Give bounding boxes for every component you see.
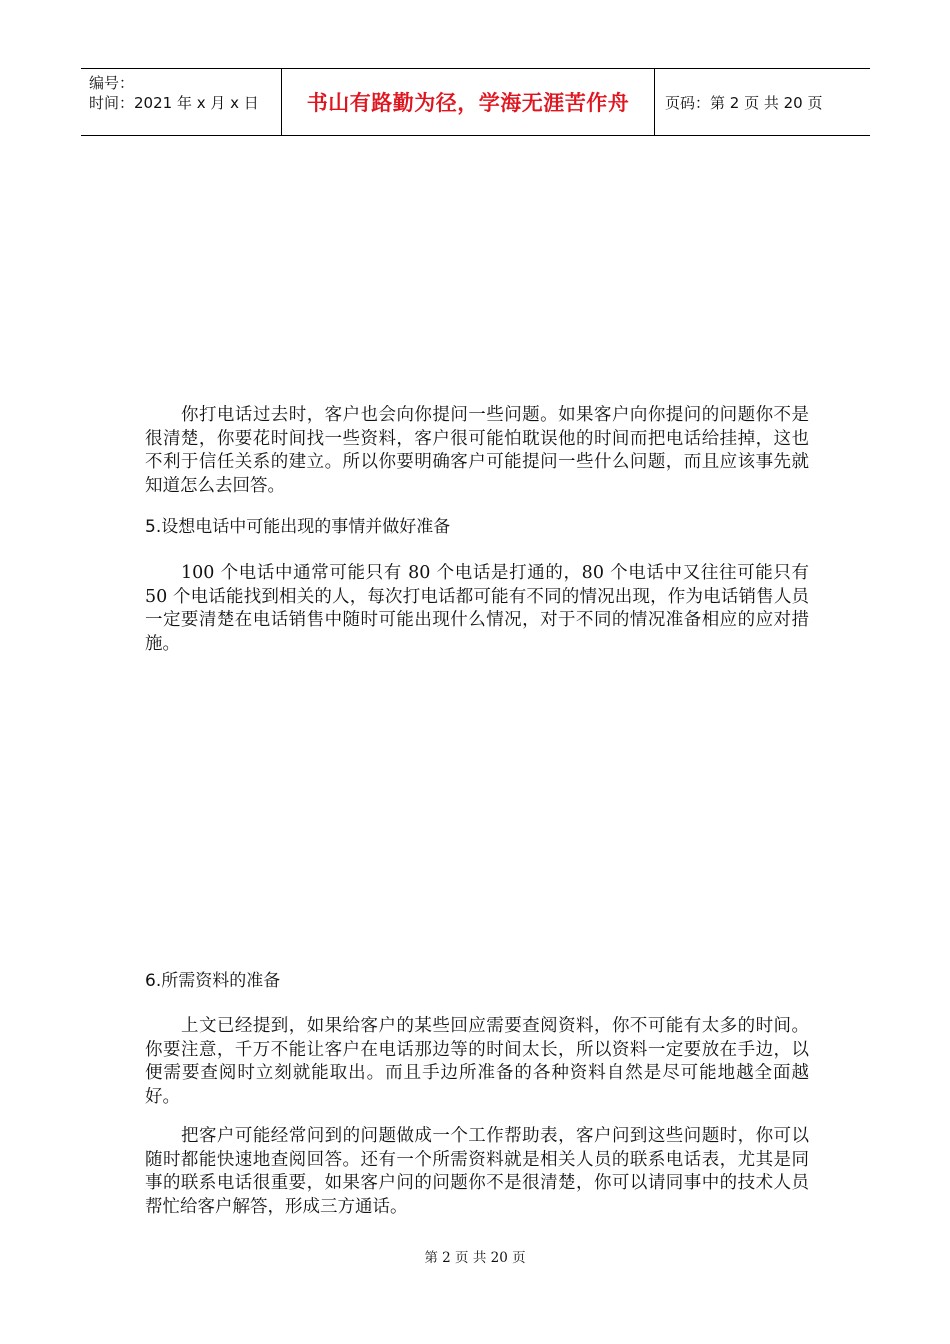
document-number-label: 编号：: [89, 74, 135, 92]
section-heading-5: 5.设想电话中可能出现的事情并做好准备: [145, 517, 451, 537]
section-heading-6: 6.所需资料的准备: [145, 971, 281, 991]
header-meta: [81, 69, 282, 135]
header-motto: 书山有路勤为径，学海无涯苦作舟: [282, 69, 655, 135]
paragraph-prepare-situations: 100 个电话中通常可能只有 80 个电话是打通的，80 个电话中又往往可能只有 50 个电话能找到相关的人，每次打电话都可能有不同的情况出现，作为电话销售人员一定要清楚在电话销售中随时可能出现什么情况，对于不同的情况准备相应的应对措施。: [145, 563, 809, 654]
document-date-label: 时间：2021 年 x 月 x 日: [89, 94, 259, 112]
page-footer: 第 2 页 共 20 页: [424, 1250, 526, 1266]
paragraph-materials: 上文已经提到，如果给客户的某些回应需要查阅资料，你不可能有太多的时间。你要注意，千万不能让客户在电话那边等的时间太长，所以资料一定要放在手边，以便需要查阅时立刻就能取出。而且手边所准备的各种资料自然是尽可能地越全面越好。: [145, 1016, 809, 1107]
header-page-info: 页码：第 2 页 共 20 页: [665, 93, 823, 112]
paragraph-help-sheet: 把客户可能经常问到的问题做成一个工作帮助表，客户问到这些问题时，你可以随时都能快速地查阅回答。还有一个所需资料就是相关人员的联系电话表，尤其是同事的联系电话很重要，如果客户问的问题你不是很清楚，你可以请同事中的技术人员帮忙给客户解答，形成三方通话。: [145, 1126, 809, 1217]
page-header: [81, 68, 870, 136]
paragraph-questions: 你打电话过去时，客户也会向你提问一些问题。如果客户向你提问的问题你不是很清楚，你要花时间找一些资料，客户很可能怕耽误他的时间而把电话给挂掉，这也不利于信任关系的建立。所以你要明确客户可能提问一些什么问题，而且应该事先就知道怎么去回答。: [145, 405, 809, 496]
